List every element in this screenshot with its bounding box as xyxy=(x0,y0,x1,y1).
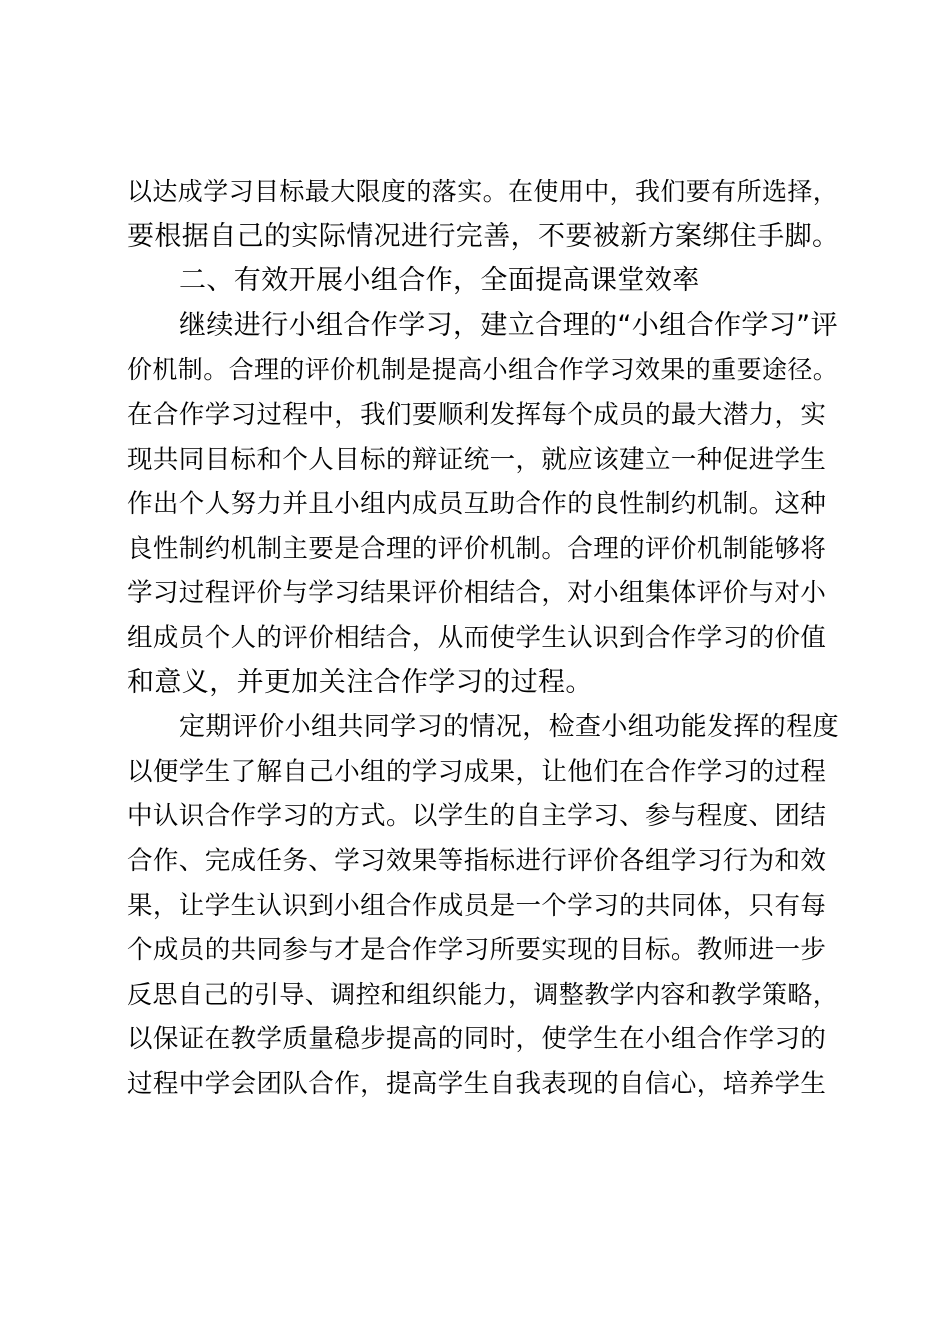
text-line: 反思自己的引导、调控和组织能力，调整教学内容和教学策略， xyxy=(127,979,839,1009)
text-line: 良性制约机制主要是合理的评价机制。合理的评价机制能够将 xyxy=(127,533,827,564)
text-line: 果，让学生认识到小组合作成员是一个学习的共同体，只有每 xyxy=(127,890,827,921)
text-line: 价机制。合理的评价机制是提高小组合作学习效果的重要途径。 xyxy=(127,355,839,385)
section-heading: 二、有效开展小组合作，全面提高课堂效率 xyxy=(179,265,700,297)
text-line: 要根据自己的实际情况进行完善，不要被新方案绑住手脚。 xyxy=(127,220,840,252)
text-line: 定期评价小组共同学习的情况，检查小组功能发挥的程度 xyxy=(179,712,840,743)
text-line: 过程中学会团队合作，提高学生自我表现的自信心，培养学生 xyxy=(127,1068,827,1099)
text-line: 组成员个人的评价相结合，从而使学生认识到合作学习的价值 xyxy=(127,622,827,653)
text-line: 和意义，并更加关注合作学习的过程。 xyxy=(127,666,593,698)
text-line: 现共同目标和个人目标的辩证统一，就应该建立一种促进学生 xyxy=(127,444,827,475)
text-line: 合作、完成任务、学习效果等指标进行评价各组学习行为和效 xyxy=(127,845,827,876)
text-line: 中认识合作学习的方式。以学生的自主学习、参与程度、团结 xyxy=(127,801,827,832)
text-line: 以便学生了解自己小组的学习成果，让他们在合作学习的过程 xyxy=(127,756,827,787)
text-line: 个成员的共同参与才是合作学习所要实现的目标。教师进一步 xyxy=(127,935,827,966)
document-body xyxy=(127,170,839,1106)
text-line: 作出个人努力并且小组内成员互助合作的良性制约机制。这种 xyxy=(127,489,827,520)
text-line: 在合作学习过程中，我们要顺利发挥每个成员的最大潜力，实 xyxy=(127,399,827,430)
text-line: 以达成学习目标最大限度的落实。在使用中，我们要有所选择， xyxy=(127,177,839,206)
text-line: 学习过程评价与学习结果评价相结合，对小组集体评价与对小 xyxy=(127,578,827,609)
text-line: 以保证在教学质量稳步提高的同时，使学生在小组合作学习的 xyxy=(127,1024,827,1055)
text-line: 继续进行小组合作学习，建立合理的“小组合作学习”评 xyxy=(179,309,838,341)
